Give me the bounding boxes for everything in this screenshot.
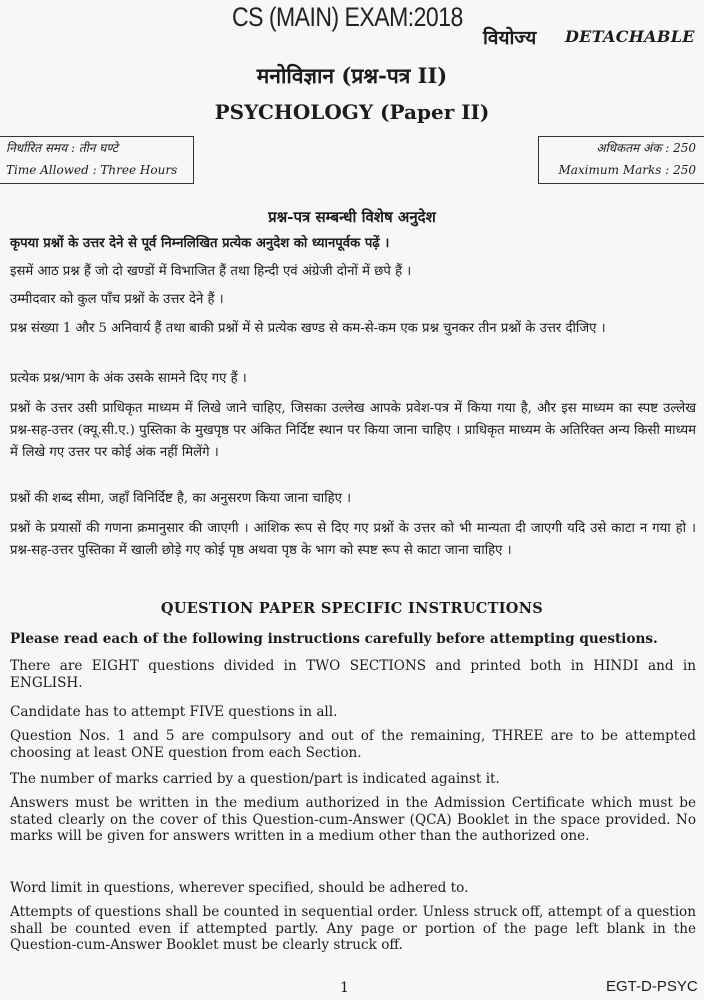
english-instruction-4: Question Nos. 1 and 5 are compulsory and out of the remaining, THREE are to be attempted choosing at least ONE question from each Section. — [10, 728, 696, 761]
page-code: EGT-D-PSYC — [606, 978, 698, 995]
paper-title-english: PSYCHOLOGY (Paper II) — [214, 100, 490, 124]
hindi-instructions-heading: प्रश्न-पत्र सम्बन्धी विशेष अनुदेश — [268, 208, 436, 226]
hindi-instruction-8: प्रश्नों के प्रयासों की गणना क्रमानुसार की जाएगी । आंशिक रूप से दिए गए प्रश्नों के उत्तर को भी मान्यता दी जाएगी यदि उसे काटा न गया हो । प्रश्न-सह-उत्तर पुस्तिका में खाली छोड़े गए कोई पृष्ठ अथवा पृष्ठ के भाग को स्पष्ट रूप से काटा जाना चाहिए । — [10, 521, 696, 558]
maximum-marks-hindi: अधिकतम अंक : 250 — [596, 141, 696, 155]
english-instruction-5: The number of marks carried by a question/part is indicated against it. — [10, 771, 500, 787]
hindi-instruction-7: प्रश्नों की शब्द सीमा, जहाँ विनिर्दिष्ट है, का अनुसरण किया जाना चाहिए । — [10, 491, 352, 506]
hindi-instruction-4: प्रश्न संख्या 1 और 5 अनिवार्य हैं तथा बाकी प्रश्नों में से प्रत्येक खण्ड से कम-से-कम एक प्रश्न चुनकर तीन प्रश्नों के उत्तर दीजिए । — [10, 321, 606, 336]
english-instruction-2: There are EIGHT questions divided in TWO SECTIONS and printed both in HINDI and in ENGLISH. — [10, 658, 696, 691]
english-instruction-1: Please read each of the following instructions carefully before attempting questions. — [10, 631, 658, 647]
time-allowed-box — [0, 136, 194, 184]
hindi-instruction-1: कृपया प्रश्नों के उत्तर देने से पूर्व निम्नलिखित प्रत्येक अनुदेश को ध्यानपूर्वक पढ़ें । — [10, 236, 390, 251]
hindi-instruction-5: प्रत्येक प्रश्न/भाग के अंक उसके सामने दिए गए हैं । — [10, 371, 247, 386]
english-instruction-6: Answers must be written in the medium authorized in the Admission Certificate which must be stated clearly on the cover of this Question-cum-Answer (QCA) Booklet in the space provided. No marks will be given for answers written in a medium other than the authorized one. — [10, 795, 696, 844]
hindi-instruction-6: प्रश्नों के उत्तर उसी प्राधिकृत माध्यम में लिखे जाने चाहिए, जिसका उल्लेख आपके प्रवेश-पत्र में किया गया है, और इस माध्यम का स्पष्ट उल्लेख प्रश्न-सह-उत्तर (क्यू.सी.ए.) पुस्तिका के मुखपृष्ठ पर अंकित निर्दिष्ट स्थान पर किया जाना चाहिए । प्राधिकृत माध्यम के अतिरिक्त अन्य किसी माध्यम में लिखे गए उत्तर पर कोई अंक नहीं मिलेंगे । — [10, 401, 696, 460]
detachable-label-english: DETACHABLE — [565, 27, 695, 46]
hindi-instruction-2: इसमें आठ प्रश्न हैं जो दो खण्डों में विभाजित हैं तथा हिन्दी एवं अंग्रेजी दोनों में छपे हैं । — [10, 264, 412, 279]
english-instruction-3: Candidate has to attempt FIVE questions in all. — [10, 704, 338, 720]
time-allowed-hindi: निर्धारित समय : तीन घण्टे — [6, 141, 118, 155]
time-allowed-english: Time Allowed : Three Hours — [6, 163, 178, 177]
english-instructions-heading: QUESTION PAPER SPECIFIC INSTRUCTIONS — [160, 600, 544, 617]
exam-code: CS (MAIN) EXAM:2018 — [232, 1, 463, 32]
maximum-marks-english: Maximum Marks : 250 — [558, 163, 696, 177]
english-instruction-8: Attempts of questions shall be counted in sequential order. Unless struck off, attempt of a question shall be counted even if attempted partly. Any page or portion of the page left blank in the Question-cum-Answer Booklet must be clearly struck off. — [10, 904, 696, 953]
hindi-instruction-3: उम्मीदवार को कुल पाँच प्रश्नों के उत्तर देने हैं । — [10, 292, 224, 307]
detachable-label-hindi: वियोज्य — [483, 27, 537, 49]
paper-title-hindi: मनोविज्ञान (प्रश्न-पत्र II) — [256, 63, 448, 88]
maximum-marks-box — [538, 136, 704, 184]
english-instruction-7: Word limit in questions, wherever specified, should be adhered to. — [10, 880, 469, 896]
page-number: 1 — [340, 980, 349, 996]
